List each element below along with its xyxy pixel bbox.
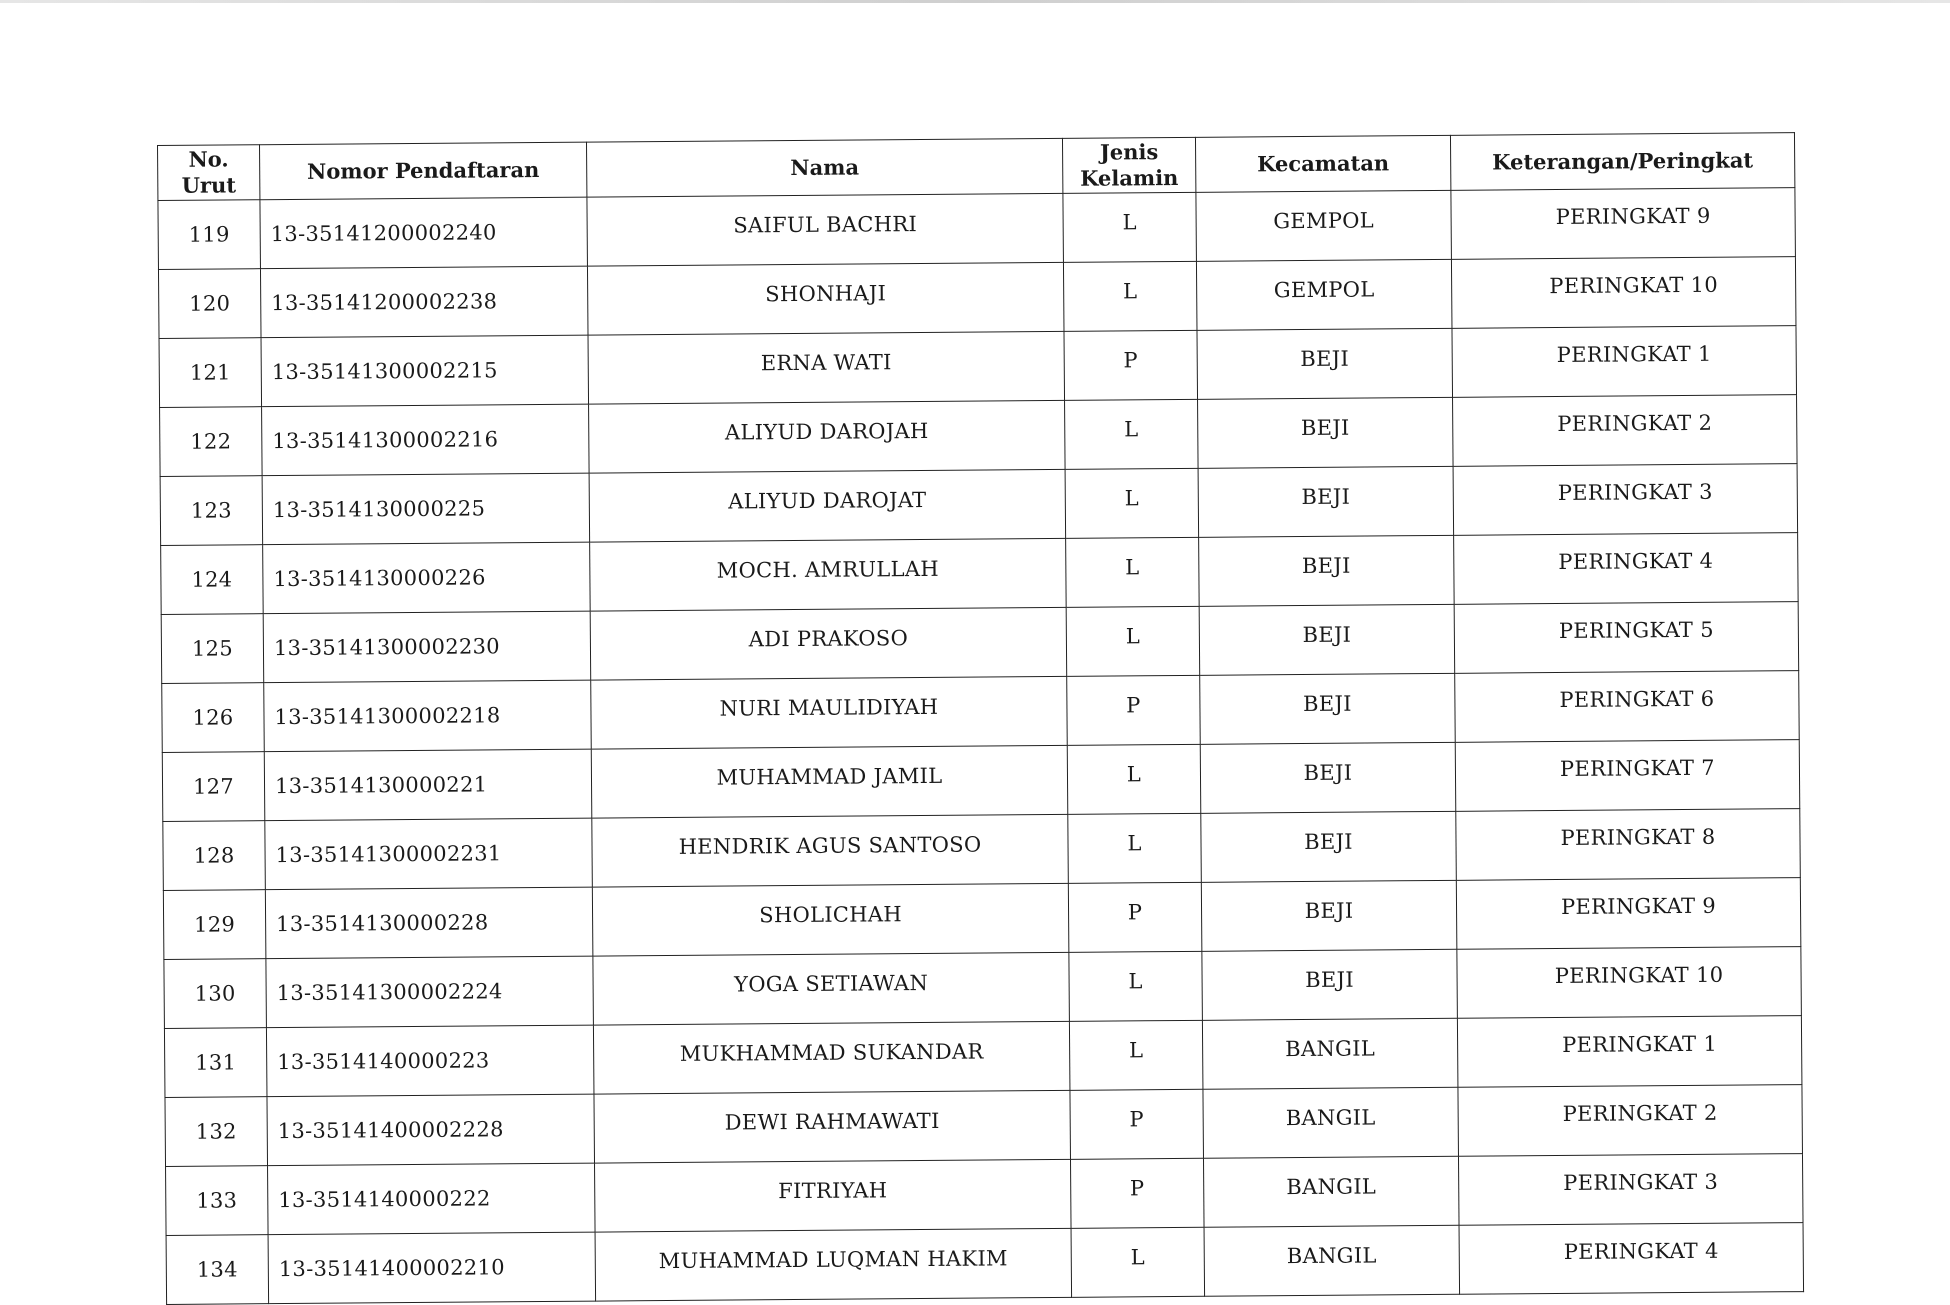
cell-keterangan: PERINGKAT 7: [1455, 740, 1800, 812]
cell-keterangan: PERINGKAT 5: [1454, 602, 1799, 674]
cell-keterangan: PERINGKAT 9: [1456, 878, 1801, 950]
cell-no-urut: 120: [158, 269, 261, 339]
cell-no-urut: 131: [164, 1028, 267, 1098]
cell-keterangan: PERINGKAT 2: [1453, 395, 1798, 467]
cell-kecamatan: BANGIL: [1202, 1018, 1458, 1089]
cell-nama: HENDRIK AGUS SANTOSO: [592, 814, 1069, 887]
cell-nama: SHONHAJI: [587, 262, 1064, 335]
cell-nomor-pendaftaran: 13-35141300002216: [262, 404, 590, 476]
cell-no-urut: 119: [158, 200, 261, 270]
header-sex-line2: Kelamin: [1080, 164, 1179, 191]
cell-keterangan: PERINGKAT 4: [1459, 1223, 1804, 1295]
cell-keterangan: PERINGKAT 1: [1452, 326, 1797, 398]
table-row: [162, 740, 1799, 822]
header-sex-line1: Jenis: [1099, 139, 1159, 165]
cell-nama: SAIFUL BACHRI: [587, 193, 1064, 266]
cell-nomor-pendaftaran: 13-3514130000226: [263, 542, 591, 614]
cell-no-urut: 128: [163, 821, 266, 891]
cell-no-urut: 123: [160, 476, 263, 546]
cell-nomor-pendaftaran: 13-35141200002238: [260, 266, 588, 338]
table-row: [165, 1085, 1802, 1167]
cell-no-urut: 133: [166, 1166, 269, 1236]
table-body: [158, 188, 1804, 1305]
cell-kecamatan: BEJI: [1202, 949, 1458, 1020]
cell-kecamatan: BANGIL: [1204, 1225, 1460, 1296]
cell-jenis-kelamin: P: [1064, 330, 1198, 400]
cell-nama: ALIYUD DAROJAT: [589, 469, 1066, 542]
cell-kecamatan: BEJI: [1201, 880, 1457, 951]
cell-nomor-pendaftaran: 13-35141200002240: [260, 197, 588, 269]
cell-jenis-kelamin: P: [1068, 882, 1202, 952]
cell-jenis-kelamin: L: [1066, 537, 1200, 607]
page-top-edge: [0, 0, 1950, 3]
cell-jenis-kelamin: P: [1067, 675, 1201, 745]
table-row: [159, 326, 1796, 408]
cell-jenis-kelamin: L: [1065, 399, 1199, 469]
cell-kecamatan: BEJI: [1199, 604, 1455, 675]
cell-nomor-pendaftaran: 13-3514130000225: [262, 473, 590, 545]
cell-keterangan: PERINGKAT 3: [1453, 464, 1798, 536]
cell-nama: SHOLICHAH: [592, 883, 1069, 956]
table-row: [163, 878, 1800, 960]
table-row: [162, 671, 1799, 753]
cell-kecamatan: GEMPOL: [1196, 190, 1452, 261]
header-jenis-kelamin: [1062, 137, 1195, 193]
cell-kecamatan: BEJI: [1198, 397, 1454, 468]
table-row: [161, 533, 1798, 615]
ranking-table-container: [157, 132, 1803, 1305]
cell-nomor-pendaftaran: 13-3514130000228: [265, 887, 593, 959]
cell-jenis-kelamin: L: [1065, 468, 1199, 538]
table-row: [164, 947, 1801, 1029]
table-row: [166, 1223, 1803, 1305]
table-row: [158, 188, 1795, 270]
cell-nomor-pendaftaran: 13-35141300002215: [261, 335, 589, 407]
cell-no-urut: 122: [160, 407, 263, 477]
cell-nomor-pendaftaran: 13-35141400002210: [268, 1232, 596, 1304]
header-keterangan: Keterangan/Peringkat: [1450, 133, 1794, 191]
cell-jenis-kelamin: L: [1066, 606, 1200, 676]
cell-keterangan: PERINGKAT 10: [1451, 257, 1796, 329]
cell-nama: MUKHAMMAD SUKANDAR: [593, 1021, 1070, 1094]
cell-nama: ALIYUD DAROJAH: [589, 400, 1066, 473]
cell-kecamatan: BEJI: [1201, 811, 1457, 882]
cell-nama: ADI PRAKOSO: [590, 607, 1067, 680]
cell-kecamatan: BANGIL: [1203, 1156, 1459, 1227]
table-row: [163, 809, 1800, 891]
cell-nama: MUHAMMAD JAMIL: [591, 745, 1068, 818]
cell-nomor-pendaftaran: 13-35141300002231: [265, 818, 593, 890]
cell-nama: NURI MAULIDIYAH: [591, 676, 1068, 749]
cell-keterangan: PERINGKAT 4: [1454, 533, 1799, 605]
cell-keterangan: PERINGKAT 6: [1455, 671, 1800, 743]
cell-jenis-kelamin: L: [1069, 951, 1203, 1021]
table-row: [160, 464, 1797, 546]
table-row: [164, 1016, 1801, 1098]
cell-kecamatan: BANGIL: [1203, 1087, 1459, 1158]
cell-nomor-pendaftaran: 13-35141300002230: [263, 611, 591, 683]
cell-nomor-pendaftaran: 13-3514140000223: [266, 1025, 594, 1097]
table-row: [158, 257, 1795, 339]
cell-kecamatan: BEJI: [1200, 673, 1456, 744]
cell-keterangan: PERINGKAT 1: [1457, 1016, 1802, 1088]
cell-keterangan: PERINGKAT 10: [1457, 947, 1802, 1019]
cell-jenis-kelamin: L: [1063, 192, 1197, 262]
cell-jenis-kelamin: L: [1071, 1227, 1205, 1297]
cell-keterangan: PERINGKAT 8: [1456, 809, 1801, 881]
cell-jenis-kelamin: P: [1070, 1158, 1204, 1228]
cell-no-urut: 134: [166, 1235, 269, 1305]
cell-no-urut: 129: [163, 890, 266, 960]
cell-kecamatan: GEMPOL: [1196, 259, 1452, 330]
cell-keterangan: PERINGKAT 2: [1458, 1085, 1803, 1157]
cell-no-urut: 121: [159, 338, 262, 408]
cell-no-urut: 125: [161, 614, 264, 684]
cell-jenis-kelamin: L: [1067, 744, 1201, 814]
table-row: [160, 395, 1797, 477]
cell-nama: MOCH. AMRULLAH: [590, 538, 1067, 611]
cell-kecamatan: BEJI: [1200, 742, 1456, 813]
cell-jenis-kelamin: L: [1068, 813, 1202, 883]
cell-nama: DEWI RAHMAWATI: [594, 1090, 1071, 1163]
cell-jenis-kelamin: L: [1063, 261, 1197, 331]
cell-keterangan: PERINGKAT 3: [1458, 1154, 1803, 1226]
cell-nomor-pendaftaran: 13-3514130000221: [264, 749, 592, 821]
cell-jenis-kelamin: P: [1070, 1089, 1204, 1159]
cell-no-urut: 126: [162, 683, 265, 753]
cell-nama: ERNA WATI: [588, 331, 1065, 404]
cell-kecamatan: BEJI: [1197, 328, 1453, 399]
header-kecamatan: Kecamatan: [1195, 135, 1450, 192]
table-row: [161, 602, 1798, 684]
cell-nama: MUHAMMAD LUQMAN HAKIM: [595, 1228, 1072, 1301]
header-no-urut: [158, 145, 260, 201]
cell-nomor-pendaftaran: 13-35141300002218: [264, 680, 592, 752]
cell-no-urut: 124: [161, 545, 264, 615]
header-no-line1: No.: [188, 146, 229, 172]
cell-nomor-pendaftaran: 13-35141400002228: [267, 1094, 595, 1166]
cell-nama: FITRIYAH: [595, 1159, 1072, 1232]
cell-nama: YOGA SETIAWAN: [593, 952, 1070, 1025]
cell-jenis-kelamin: L: [1069, 1020, 1203, 1090]
table-row: [166, 1154, 1803, 1236]
cell-nomor-pendaftaran: 13-35141300002224: [266, 956, 594, 1028]
cell-no-urut: 127: [162, 752, 265, 822]
cell-no-urut: 130: [164, 959, 267, 1029]
cell-nomor-pendaftaran: 13-3514140000222: [268, 1163, 596, 1235]
cell-kecamatan: BEJI: [1199, 535, 1455, 606]
header-no-line2: Urut: [181, 172, 237, 198]
header-nama: Nama: [586, 138, 1062, 197]
cell-keterangan: PERINGKAT 9: [1451, 188, 1796, 260]
ranking-table: [157, 132, 1804, 1305]
header-nomor-pendaftaran: Nomor Pendaftaran: [260, 142, 587, 200]
cell-no-urut: 132: [165, 1097, 268, 1167]
cell-kecamatan: BEJI: [1198, 466, 1454, 537]
